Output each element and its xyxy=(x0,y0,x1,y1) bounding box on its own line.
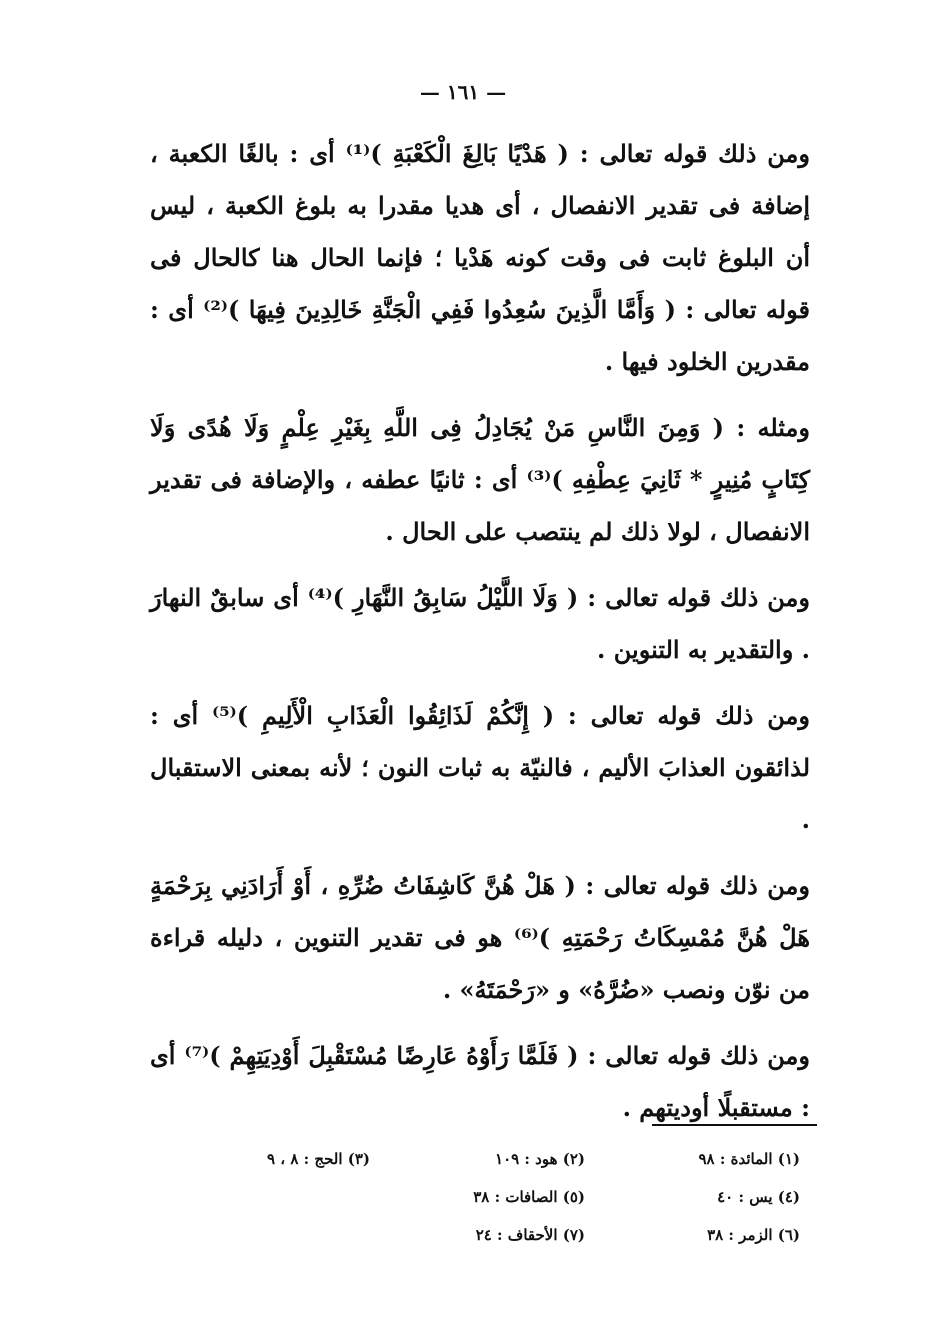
page-number: — ١٦١ — xyxy=(419,80,507,104)
main-text xyxy=(150,128,810,1148)
footnote-divider xyxy=(652,1124,817,1126)
paragraph-6: ومن ذلك قوله تعالى : ( فَلَمَّا رَأَوْهُ عَارِضًا مُسْتَقْبِلَ أَوْدِيَتِهِمْ )⁽⁷⁾ أى : مستقبلًا أوديتهم . xyxy=(150,1041,810,1122)
footnote-5: (٥) الصافات : ٣٨ xyxy=(473,1188,585,1206)
footnote-row xyxy=(180,1178,800,1216)
paragraph-5: ومن ذلك قوله تعالى : ( هَلْ هُنَّ كَاشِفَاتُ ضُرِّهِ ، أَوْ أَرَادَنِي بِرَحْمَةٍ هَلْ هُنَّ مُمْسِكَاتُ رَحْمَتِهِ )⁽⁶⁾ هو فى تقدير التنوين ، دليله قراءة من نوّن ونصب «ضُرَّهُ» و «رَحْمَتَهُ» . xyxy=(150,871,810,1004)
footnote-1: (١) المائدة : ٩٨ xyxy=(698,1150,800,1168)
footnote-empty xyxy=(180,1216,370,1254)
footnote-row xyxy=(180,1216,800,1254)
footnote-4: (٤) يس : ٤٠ xyxy=(717,1188,800,1206)
footnote-empty xyxy=(180,1178,370,1216)
paragraph-4: ومن ذلك قوله تعالى : ( إِنَّكُمْ لَذَائِقُوا الْعَذَابِ الْأَلِيمِ )⁽⁵⁾ أى : لذائقون العذابَ الأليم ، فالنيّة به ثبات النون ؛ لأنه بمعنى الاستقبال . xyxy=(150,701,811,834)
paragraph-3: ومن ذلك قوله تعالى : ( وَلَا اللَّيْلُ سَابِقُ النَّهَارِ )⁽⁴⁾ أى سابقٌ النهارَ . والتقدير به التنوين . xyxy=(150,583,810,664)
footnote-3: (٣) الحج : ٨ ، ٩ xyxy=(267,1150,370,1168)
footnote-7: (٧) الأحقاف : ٢٤ xyxy=(475,1226,585,1244)
footnotes xyxy=(180,1140,800,1254)
paragraph-2: ومثله : ( وَمِنَ النَّاسِ مَنْ يُجَادِلُ فِى اللَّهِ بِغَيْرِ عِلْمٍ وَلَا هُدًى وَلَا كِتَابٍ مُنِيرٍ * ثَانِيَ عِطْفِهِ )⁽³⁾ أى : ثانيًا عطفه ، والإضافة فى تقدير الانفصال ، لولا ذلك لم ينتصب على الحال . xyxy=(150,413,810,546)
footnote-2: (٢) هود : ١٠٩ xyxy=(495,1150,585,1168)
footnote-6: (٦) الزمر : ٣٨ xyxy=(707,1226,800,1244)
footnote-row xyxy=(180,1140,800,1178)
paragraph-1: ومن ذلك قوله تعالى : ( هَدْيًا بَالِغَ الْكَعْبَةِ )⁽¹⁾ أى : بالغًا الكعبة ، إضافة فى تقدير الانفصال ، أى هديا مقدرا به بلوغ الكعبة ، ليس أن البلوغ ثابت فى وقت كونه هَدْيا ؛ فإنما الحال هنا كالحال فى قوله تعالى : ( وَأَمَّا الَّذِينَ سُعِدُوا فَفِي الْجَنَّةِ خَالِدِينَ فِيهَا )⁽²⁾ أى : مقدرين الخلود فيها . xyxy=(150,139,811,376)
